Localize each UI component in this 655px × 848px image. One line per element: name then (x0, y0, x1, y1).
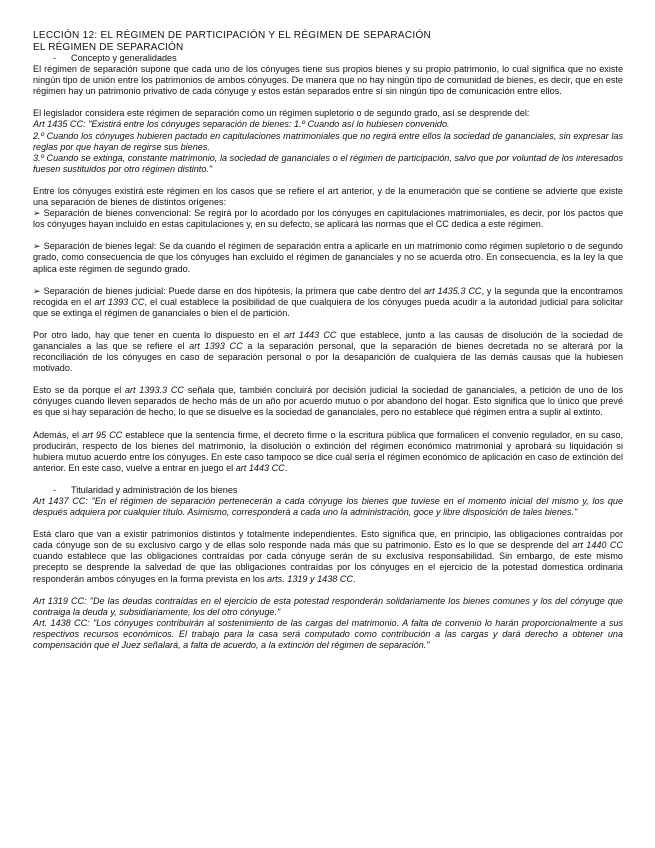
quote-art-1435-2: 2.º Cuando los cónyuges hubieren pactado en capitulaciones matrimoniales que no regirá entre ellos la sociedad de gananciales, sin expresar las reglas por que hayan de regirse sus bienes. (33, 130, 623, 152)
section-title: EL RÉGIMEN DE SEPARACIÓN (33, 41, 184, 53)
document-page (33, 30, 623, 651)
section-heading-label: Concepto y generalidades (71, 53, 177, 63)
arrow-bullet-icon: ➢ (33, 208, 41, 219)
item-legal: ➢ Separación de bienes legal: Se da cuando el régimen de separación entra a aplicarle en un matrimonio como régimen supletorio o de segundo grado, como consecuencia de que los cónyuges han excluido el régimen de gananciales y no se acuerda otro. En consecuencia, es la ley la que aplica este régimen de segundo grado. (33, 241, 623, 274)
quote-art-1435-3: 3.º Cuando se extinga, constante matrimonio, la sociedad de gananciales o el régimen de participación, salvo que por voluntad de los interesados fuesen sustituidos por otro régimen distinto." (33, 152, 623, 174)
bullet-dash: - (53, 484, 57, 495)
item-conventional: ➢ Separación de bienes convencional: Se regirá por lo acordado por los cónyuges en capitulaciones matrimoniales, es decir, por los pactos que los cónyuges hayan incluido en estas capitulaciones y, en su defecto, se aplicará las normas que el CC dedica a este régimen. (33, 208, 623, 230)
paragraph-art-95: Además, el art 95 CC establece que la sentencia firme, el decreto firme o la escritura pública que formalicen el convenio regulador, en su caso, producirán, respecto de los bienes del matrimonio, la disolución o extinción del régimen económico matrimonial y aprobará su liquidación si hubiera mutuo acuerdo entre los cónyuges. En este caso tampoco se dice cuál sería el régimen económico de aplicación en caso de extinción del anterior. En este caso, vuelve a entrar en juego el art 1443 CC. (33, 429, 623, 473)
section-heading-ownership (53, 485, 623, 496)
item-judicial: ➢ Separación de bienes judicial: Puede darse en dos hipótesis, la primera que cabe dentro del art 1435.3 CC, y la segunda que la encontramos recogida en el art 1393 CC, el cual establece la posibilidad de que cualquiera de los cónyuges pueda acudir a la autoridad judicial para solicitar que se extinga el régimen de gananciales o bien el de partición. (33, 285, 624, 318)
lesson-title: LECCIÓN 12: EL RÉGIMEN DE PARTICIPACIÓN Y EL RÉGIMEN DE SEPARACIÓN (33, 30, 432, 41)
arrow-bullet-icon: ➢ (33, 241, 41, 252)
quote-art-1319: Art 1319 CC: "De las deudas contraídas en el ejercicio de esta potestad responderán solidariamente los bienes comunes y los del cónyuge que contraiga la deuda y, subsidiariamente, los del otro cónyuge." (33, 595, 623, 617)
paragraph-origins: Entre los cónyuges existirá este régimen en los casos que se refiere el art anterior, y de la enumeración que se contiene se advierte que existe una separación de bienes de distintos orígenes: (33, 185, 623, 208)
paragraph-legislator: El legislador considera este régimen de separación como un régimen supletorio o de segundo grado, así se desprende del: (33, 108, 530, 119)
paragraph-patrimonies: Está claro que van a existir patrimonios distintos y totalmente independientes. Esto significa que, en principio, las obligaciones contraídas por cada cónyuge son de su exclusivo cargo y de ellas solo responde nada más que su patrimonio. Esto es lo que se desprende del art 1440 CC cuando establece que las obligaciones contraídas por cada cónyuge serán de su exclusiva responsabilidad. Sin embargo, de este mismo precepto se desprende la salvedad de que las obligaciones contraídas por los cónyuges en el ejercicio de la potestad domestica ordinaria responderán ambos cónyuges en la forma prevista en los arts. 1319 y 1438 CC. (33, 529, 623, 584)
paragraph-art-1443: Por otro lado, hay que tener en cuenta lo dispuesto en el art 1443 CC que establece, junto a las causas de disolución de la sociedad de gananciales a las que se refiere el art 1393 CC a la separación personal, que la separación de bienes decretada no se alterará por la reconciliación de los cónyuges en caso de separación personal o por la desaparición de cualquiera de las demás causas que la hubiesen motivado. (33, 329, 623, 374)
section-heading-label: Titularidad y administración de los bienes (71, 484, 238, 495)
bullet-dash: - (53, 53, 57, 63)
quote-art-1437: Art 1437 CC: "En el régimen de separación pertenecerán a cada cónyuge los bienes que tuviese en el momento inicial del mismo y, los que después adquiera por cualquier título. Asimismo, corresponderá a cada uno la administración, goce y libre disposición de tales bienes." (33, 496, 623, 518)
arrow-bullet-icon: ➢ (33, 285, 41, 296)
quote-art-1435: Art 1435 CC: "Existirá entre los cónyuges separación de bienes: 1.º Cuando así lo hubiesen convenido. (33, 119, 450, 130)
quote-art-1438: Art. 1438 CC: "Los cónyuges contribuirán al sostenimiento de las cargas del matrimonio. A falta de convenio lo harán proporcionalmente a sus respectivos recursos económicos. El trabajo para la casa será computado como contribución a las cargas y dará derecho a obtener una compensación que el Juez señalará, a falta de acuerdo, a la extinción del régimen de separación." (33, 617, 623, 651)
paragraph-art-1393: Esto se da porque el art 1393.3 CC señala que, también concluirá por decisión judicial la sociedad de gananciales, a petición de uno de los cónyuges cuando lleven separados de hecho más de un año por acuerdo mutuo o por abandono del hogar. Esto significa que lo único que prevé es que si hay separación de hecho, lo que se disuelve es la sociedad de gananciales, pero no establece qué régimen entra a suplir al extinto. (33, 385, 623, 418)
paragraph-intro: El régimen de separación supone que cada uno de los cónyuges tiene sus propios bienes y su propio patrimonio, lo cual significa que no existe ningún tipo de unión entre los patrimonios de ambos cónyuges. De manera que no hay ningún tipo de comunidad de bienes, es decir, que en este régimen hay un patrimonio privativo de cada cónyuge y estos están separados entre sí sin ningún tipo de comunicación entre ellos. (33, 64, 623, 97)
section-heading-concept (53, 53, 623, 64)
